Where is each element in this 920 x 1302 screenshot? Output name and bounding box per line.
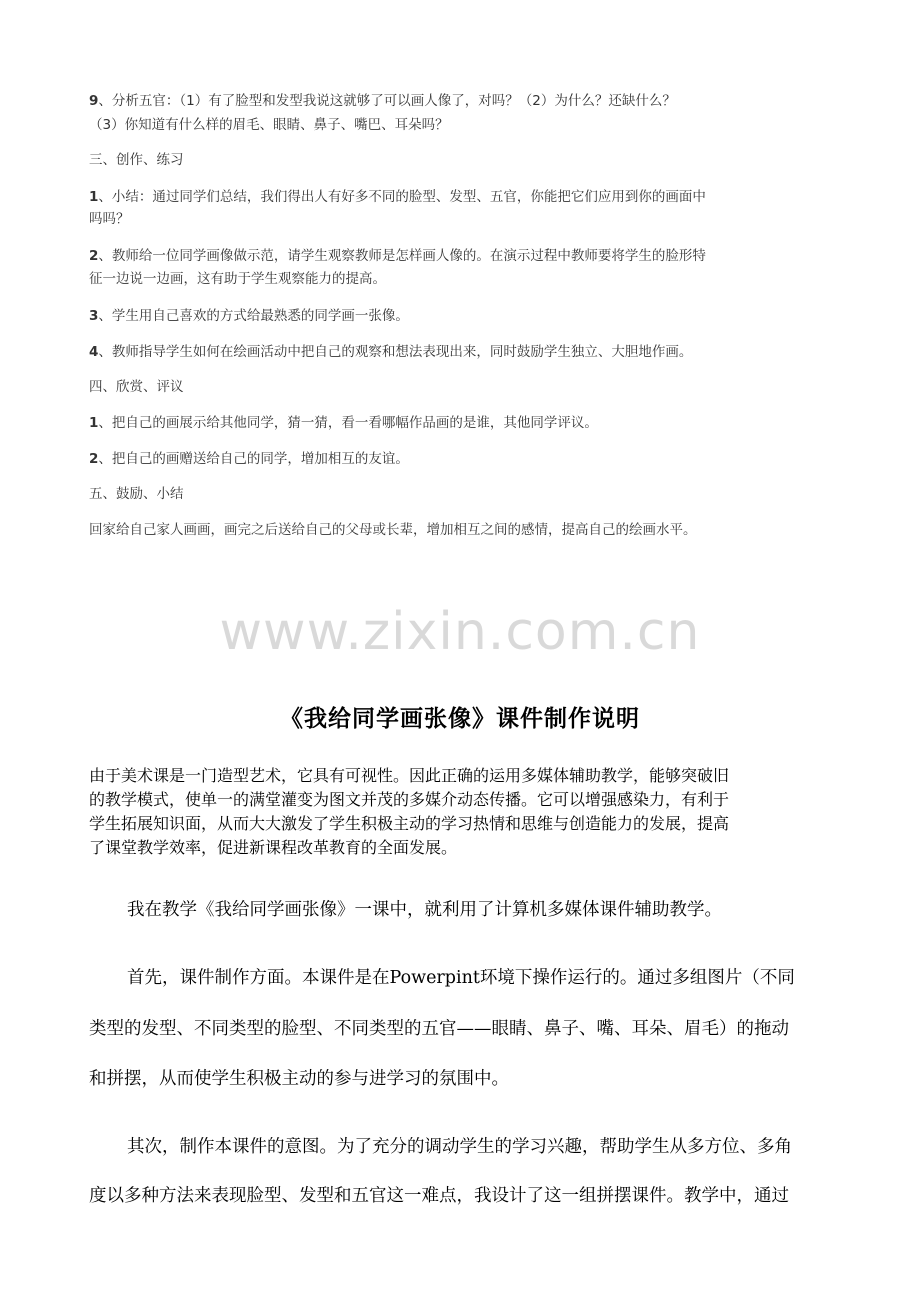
- item-e2: [89, 446, 849, 472]
- item-number: 2: [89, 451, 99, 467]
- intro-line: 学生拓展知识面，从而大大激发了学生积极主动的学习热情和思维与创造能力的发展，提高: [89, 814, 730, 833]
- document-title: 《我给同学画张像》课件制作说明: [280, 706, 640, 732]
- paragraph-1: 我在教学《我给同学画张像》一课中，就利用了计算机多媒体课件辅助教学。: [127, 900, 722, 920]
- item-text: 、把自己的画赠送给自己的同学，增加相互的友谊。: [98, 451, 409, 467]
- item-9-line-1: [89, 88, 849, 114]
- item-text: 、教师指导学生如何在绘画活动中把自己的观察和想法表现出来，同时鼓励学生独立、大胆地作画。: [98, 344, 693, 360]
- watermark: www.zixin.com.cn: [219, 602, 701, 662]
- item-text: 、学生用自己喜欢的方式给最熟悉的同学画一张像。: [98, 308, 409, 324]
- item-number: 1: [89, 415, 99, 431]
- item-c1-line-2: 吗吗？: [89, 211, 130, 227]
- item-9-line-2: （3）你知道有什么样的眉毛、眼睛、鼻子、嘴巴、耳朵吗？: [89, 117, 449, 133]
- section-heading-3: 三、创作、练习: [89, 152, 184, 168]
- item-c2-line-2: 征一边说一边画，这有助于学生观察能力的提高。: [89, 271, 386, 287]
- section-heading-5: 五、鼓励、小结: [89, 486, 184, 502]
- paragraph-3-line-2: 度以多种方法来表现脸型、发型和五官这一难点，我设计了这一组拼摆课件。教学中，通过: [89, 1186, 789, 1206]
- item-number: 3: [89, 308, 99, 324]
- intro-line: 了课堂教学效率，促进新课程改革教育的全面发展。: [89, 838, 458, 857]
- item-text: 、分析五官：（1）有了脸型和发型我说这就够了可以画人像了，对吗？（2）为什么？还缺什么？: [98, 93, 676, 109]
- item-number: 2: [89, 248, 99, 264]
- paragraph-3-line-1: 其次，制作本课件的意图。为了充分的调动学生的学习兴趣，帮助学生从多方位、多角: [127, 1137, 792, 1157]
- item-c4: [89, 339, 849, 365]
- paragraph-2-line-1: 首先，课件制作方面。本课件是在Powerpint环境下操作运行的。通过多组图片（不同: [127, 968, 795, 988]
- item-text: 、教师给一位同学画像做示范，请学生观察教师是怎样画人像的。在演示过程中教师要将学生的脸形特: [98, 248, 706, 264]
- item-c3: [89, 303, 849, 329]
- item-e1: [89, 410, 849, 436]
- paragraph-2-line-2: 类型的发型、不同类型的脸型、不同类型的五官——眼睛、鼻子、嘴、耳朵、眉毛）的拖动: [89, 1019, 789, 1039]
- intro-line: 的教学模式，使单一的满堂灌变为图文并茂的多媒介动态传播。它可以增强感染力，有利于: [89, 790, 730, 809]
- intro-paragraph: [89, 764, 849, 860]
- intro-line: 由于美术课是一门造型艺术，它具有可视性。因此正确的运用多媒体辅助教学，能够突破旧: [89, 766, 730, 785]
- paragraph-2-line-3: 和拼摆，从而使学生积极主动的参与进学习的氛围中。: [89, 1069, 509, 1089]
- item-number: 9: [89, 93, 99, 109]
- item-number: 4: [89, 344, 99, 360]
- section-heading-4: 四、欣赏、评议: [89, 379, 184, 395]
- closing-text: 回家给自己家人画画，画完之后送给自己的父母或长辈，增加相互之间的感情，提高自己的绘画水平。: [89, 522, 697, 538]
- item-text: 、把自己的画展示给其他同学，猜一猜，看一看哪幅作品画的是谁，其他同学评议。: [98, 415, 598, 431]
- item-text: 、小结：通过同学们总结，我们得出人有好多不同的脸型、发型、五官，你能把它们应用到你的画面中: [98, 189, 706, 205]
- item-number: 1: [89, 189, 99, 205]
